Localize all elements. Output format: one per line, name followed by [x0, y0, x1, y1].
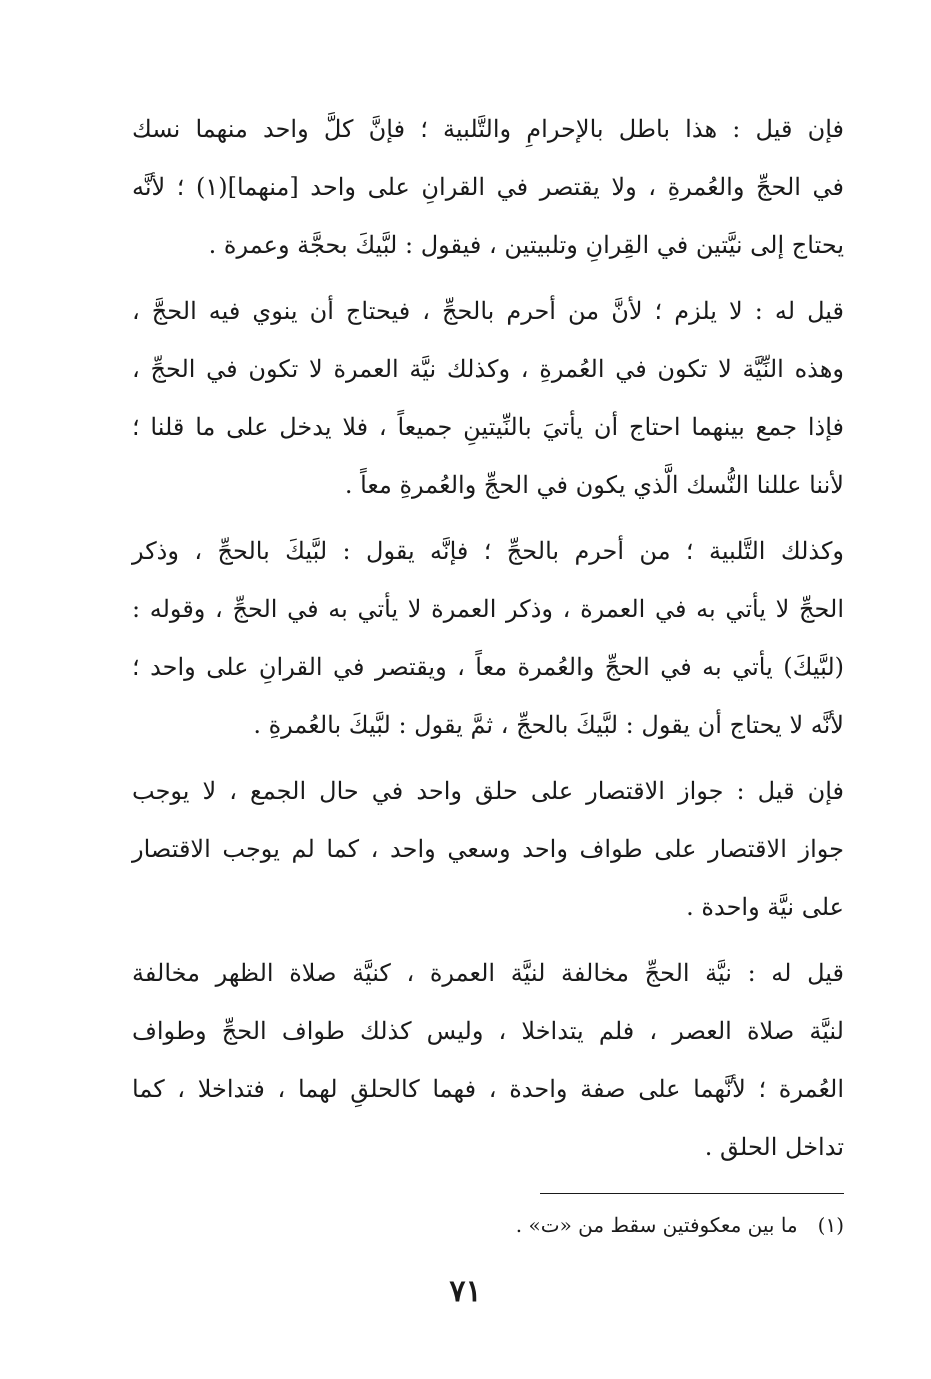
text-line: على نيَّة واحدة . — [686, 893, 844, 921]
text-line: جواز الاقتصار على طواف واحد وسعي واحد ، كما لم يوجب الاقتصار — [132, 835, 844, 863]
text-line: وهذه النِّيَّة لا تكون في العُمرةِ ، وكذلك نيَّة العمرة لا تكون في الحجِّ ، — [132, 355, 844, 383]
text-line: لنيَّة صلاة العصر ، فلم يتداخلا ، وليس كذلك طواف الحجِّ وطواف — [132, 1017, 844, 1045]
text-line: قيل له : لا يلزم ؛ لأنَّ من أحرم بالحجِّ ، فيحتاج أن ينوي فيه الحجَّ ، — [132, 297, 844, 325]
text-line: تداخل الحلق . — [704, 1133, 844, 1161]
text-line: وكذلك التَّلبية ؛ من أحرم بالحجِّ ؛ فإنَّه يقول : لبَّيكَ بالحجِّ ، وذكر — [132, 537, 844, 565]
text-line: لأنَّه لا يحتاج أن يقول : لبَّيكَ بالحجِّ ، ثمَّ يقول : لبَّيكَ بالعُمرةِ . — [253, 711, 844, 739]
paragraph — [132, 762, 844, 936]
text-line: (لبَّيكَ) يأتي به في الحجِّ والعُمرة معاً ، ويقتصر في القرانِ على واحد ؛ — [132, 653, 844, 681]
text-line: العُمرة ؛ لأنَّهما على صفة واحدة ، فهما كالحلقِ لهما ، فتداخلا ، كما — [132, 1075, 844, 1103]
footnote-marker: (١) — [817, 1213, 844, 1237]
text-line: لأننا عللنا النُّسك الَّذي يكون في الحجِّ والعُمرةِ معاً . — [344, 471, 844, 499]
text-line: الحجِّ لا يأتي به في العمرة ، وذكر العمرة لا يأتي به في الحجِّ ، وقوله : — [132, 595, 844, 623]
text-line: فإن قيل : هذا باطل بالإحرامِ والتَّلبية ؛ فإنَّ كلَّ واحد منهما نسك — [132, 115, 844, 143]
paragraph — [132, 944, 844, 1176]
text-line: فإذا جمع بينهما احتاج أن يأتيَ بالنِّيتينِ جميعاً ، فلا يدخل على ما قلنا ؛ — [132, 413, 844, 441]
footnote-divider — [540, 1193, 844, 1194]
footnote-text: ما بين معكوفتين سقط من «ت» . — [515, 1213, 798, 1237]
text-line: في الحجِّ والعُمرةِ ، ولا يقتصر في القرانِ على واحد [منهما](١) ؛ لأنَّه — [132, 173, 845, 201]
paragraph — [132, 282, 844, 514]
paragraph — [132, 100, 844, 274]
text-line: فإن قيل : جواز الاقتصار على حلق واحد في حال الجمع ، لا يوجب — [132, 777, 844, 805]
footnote — [432, 1210, 844, 1240]
page-number: ٧١ — [449, 1274, 482, 1309]
main-text — [132, 100, 844, 1176]
paragraph — [132, 522, 844, 754]
text-line: يحتاج إلى نيَّتين في القِرانِ وتلبيتين ، فيقول : لبَّيكَ بحجَّة وعمرة . — [208, 231, 844, 259]
text-line: قيل له : نيَّة الحجِّ مخالفة لنيَّة العمرة ، كنيَّة صلاة الظهر مخالفة — [132, 959, 844, 987]
